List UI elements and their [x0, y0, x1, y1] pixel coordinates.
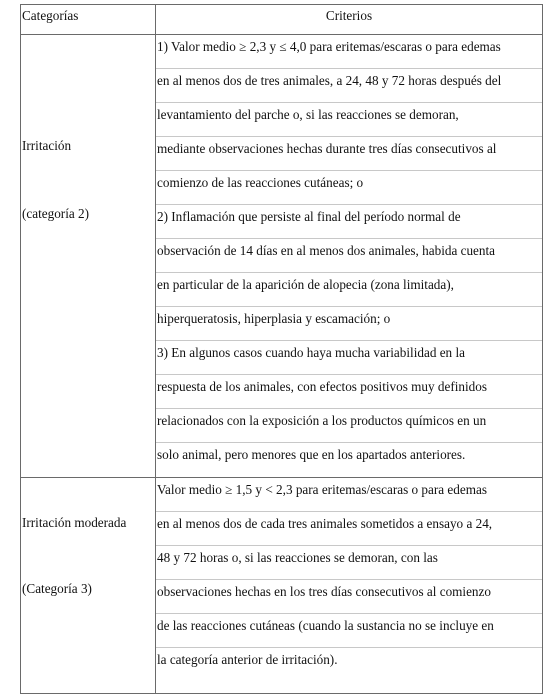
criteria-line: observación de 14 días en al menos dos animales, habida cuenta — [156, 239, 542, 273]
criteria-line: hiperqueratosis, hiperplasia y escamación; o — [156, 307, 542, 341]
criteria-line: Valor medio ≥ 1,5 y < 2,3 para eritemas/escaras o para edemas — [156, 478, 542, 512]
criteria-line: en al menos dos de tres animales, a 24, 48 y 72 horas después del — [156, 69, 542, 103]
criteria-line: 2) Inflamación que persiste al final del período normal de — [156, 205, 542, 239]
table-row-irritacion — [21, 35, 543, 478]
criteria-line: 1) Valor medio ≥ 2,3 y ≤ 4,0 para eritemas/escaras o para edemas — [156, 35, 542, 69]
criteria-line: observaciones hechas en los tres días consecutivos al comienzo — [156, 580, 542, 614]
category-code: (Categoría 3) — [22, 581, 92, 596]
criteria-line: solo animal, pero menores que en los apartados anteriores. — [157, 447, 466, 462]
criteria-line: mediante observaciones hechas durante tres días consecutivos al — [156, 137, 542, 171]
criteria-cell — [156, 478, 543, 694]
category-cell — [21, 478, 156, 694]
criteria-line: 48 y 72 horas o, si las reacciones se demoran, con las — [156, 546, 542, 580]
table-header-row — [21, 5, 543, 35]
criteria-line: comienzo de las reacciones cutáneas; o — [156, 171, 542, 205]
criteria-line: de las reacciones cutáneas (cuando la sustancia no se incluye en — [156, 614, 542, 648]
header-criterios: Criterios — [156, 5, 543, 35]
criteria-line: levantamiento del parche o, si las reacciones se demoran, — [156, 103, 542, 137]
header-categorias: Categorías — [21, 5, 156, 35]
category-name: Irritación — [22, 138, 72, 153]
category-code: (categoría 2) — [22, 206, 89, 221]
criteria-cell — [156, 35, 543, 478]
criteria-line: 3) En algunos casos cuando haya mucha variabilidad en la — [156, 341, 542, 375]
criteria-line: relacionados con la exposición a los productos químicos en un — [156, 409, 542, 443]
criteria-line: en al menos dos de cada tres animales sometidos a ensayo a 24, — [156, 512, 542, 546]
criteria-line: en particular de la aparición de alopecia (zona limitada), — [156, 273, 542, 307]
criteria-table — [20, 4, 543, 694]
criteria-line: respuesta de los animales, con efectos positivos muy definidos — [156, 375, 542, 409]
category-cell — [21, 35, 156, 478]
category-name: Irritación moderada — [22, 515, 127, 530]
table-row-irritacion-moderada — [21, 478, 543, 694]
criteria-line: la categoría anterior de irritación). — [157, 652, 338, 667]
